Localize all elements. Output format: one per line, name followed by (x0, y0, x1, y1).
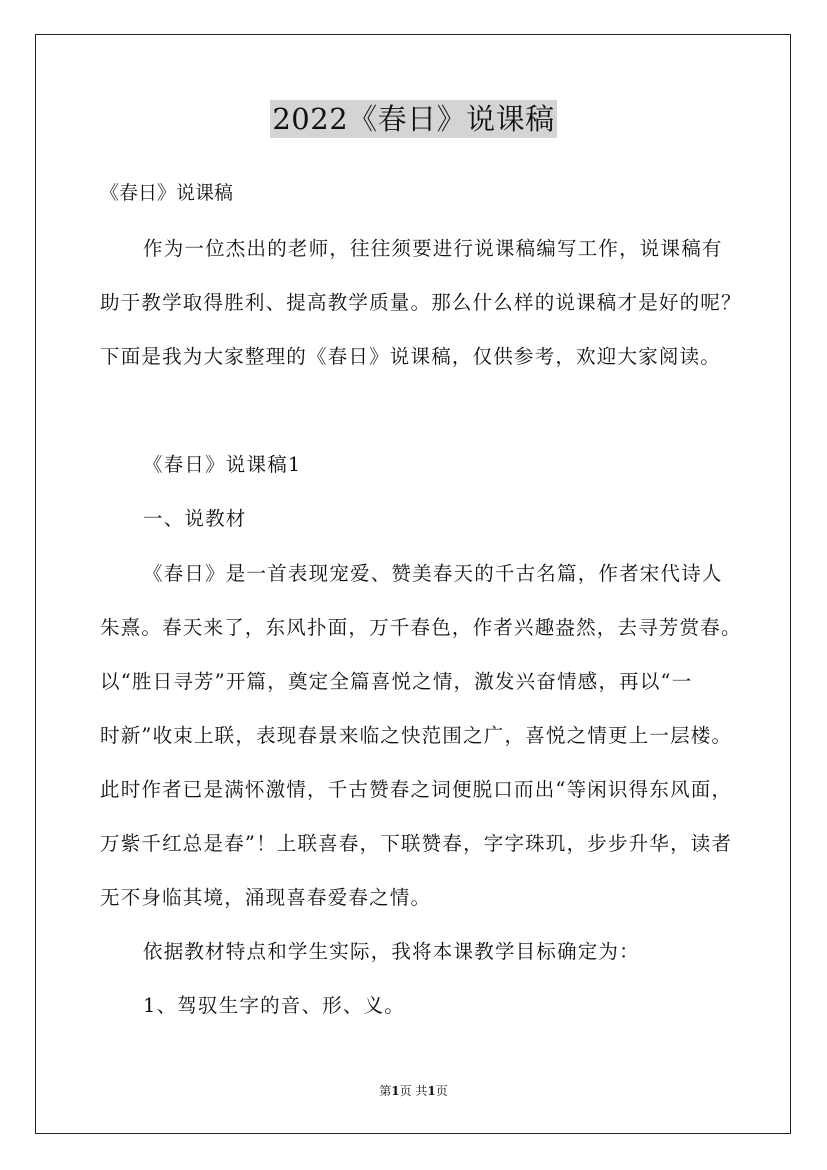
body-line-6: 万紫千红总是春”！上联喜春，下联赞春，字字珠玑，步步升华，读者 (100, 832, 733, 855)
page-footer (0, 1083, 827, 1099)
body-line-3: 以“胜日寻芳”开篇，奠定全篇喜悦之情，激发兴奋情感，再以“一 (100, 670, 693, 693)
body-line-4: 时新”收束上联，表现春景来临之快范围之广，喜悦之情更上一层楼。 (100, 724, 733, 747)
title-container (0, 100, 827, 138)
heading-teaching-material: 一、说教材 (143, 507, 247, 530)
footer-page-total: 1 (427, 1084, 436, 1098)
footer-page-prefix: 第 (379, 1084, 392, 1098)
body-line-5: 此时作者已是满怀激情，千古赞春之词便脱口而出“等闲识得东风面， (100, 778, 733, 801)
goal-intro: 依据教材特点和学生实际，我将本课教学目标确定为： (143, 940, 640, 963)
goal-item-1: 1、驾驭生字的音、形、义。 (143, 994, 406, 1017)
footer-page-mid: 页 共 (399, 1084, 428, 1098)
body-line-2: 朱熹。春天来了，东风扑面，万千春色，作者兴趣盎然，去寻芳赏春。 (100, 616, 742, 639)
document-title: 2022《春日》说课稿 (272, 102, 555, 136)
body-line-1: 《春日》是一首表现宠爱、赞美春天的千古名篇，作者宋代诗人 (143, 562, 723, 585)
section-title: 《春日》说课稿1 (143, 453, 302, 476)
intro-line-3: 下面是我为大家整理的《春日》说课稿，仅供参考，欢迎大家阅读。 (100, 345, 722, 368)
intro-line-2: 助于教学取得胜利、提高教学质量。那么什么样的说课稿才是好的呢？ (100, 291, 742, 314)
footer-page-number: 1 (391, 1084, 400, 1098)
document-subtitle: 《春日》说课稿 (100, 182, 234, 204)
body-line-7: 无不身临其境，涌现喜春爱春之情。 (100, 886, 432, 909)
footer-page-suffix: 页 (435, 1084, 448, 1098)
intro-line-1: 作为一位杰出的老师，往往须要进行说课稿编写工作，说课稿有 (143, 237, 723, 260)
